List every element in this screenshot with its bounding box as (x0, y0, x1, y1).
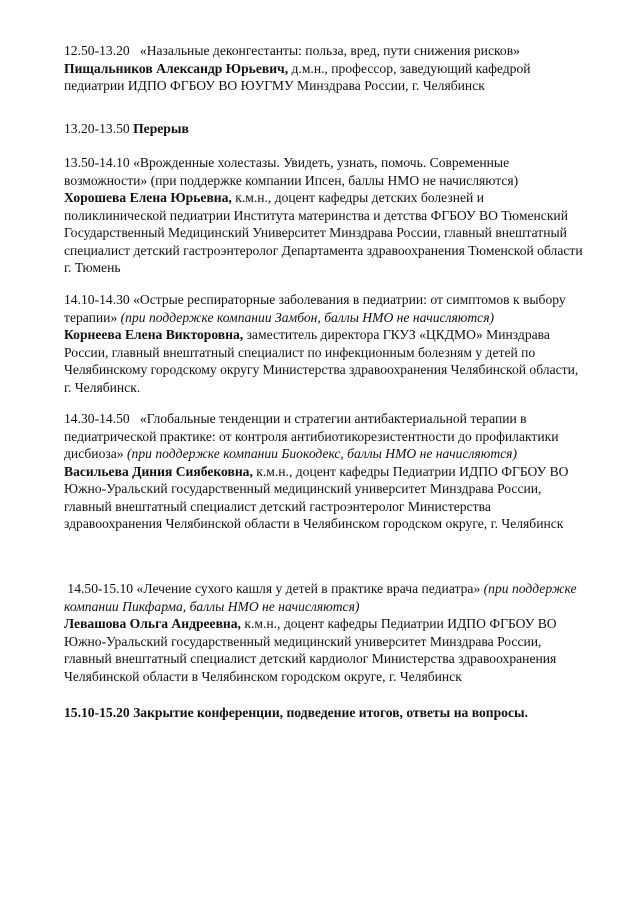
item-6-time: 14.50-15.10 (67, 581, 134, 596)
item-1-speaker-info: д.м.н., профессор, заведующий кафедрой педиатрии ИДПО ФГБОУ ВО ЮУГМУ Минздрава России, г. Челябинск (64, 60, 531, 93)
item-6-speaker-info: к.м.н., доцент кафедры Педиатрии ИДПО ФГБОУ ВО Южно-Уральский государственный медицинский университет Минздрава России, главный внештатный специалист детский кардиолог Министерства здравоохранения Челябинской области в Челябинском городском округе, г. Челябинск (64, 616, 557, 684)
item-3-title: «Врожденные холестазы. Увидеть, узнать, помочь. Современные возможности» (при поддержке компании Ипсен, баллы НМО не начисляются) (64, 155, 519, 188)
item-6-note: (при поддержке компании Пикфарма, баллы НМО не начисляются) (64, 581, 577, 614)
item-4-time: 14.10-14.30 (64, 292, 130, 307)
program-item-6 (64, 580, 584, 685)
item-1-speaker: Пищальников Александр Юрьевич, (64, 60, 289, 76)
item-6-title: «Лечение сухого кашля у детей в практике врача педиатра» (136, 581, 481, 596)
item-2-title: Перерыв (133, 121, 189, 136)
item-2-heading (64, 120, 584, 138)
item-3-speaker: Хорошева Елена Юрьевна, (64, 190, 232, 205)
item-7-closing: 15.10-15.20 Закрытие конференции, подведение итогов, ответы на вопросы. (64, 705, 528, 720)
item-1-speaker-block (64, 60, 584, 95)
item-1-title: «Назальные деконгестанты: польза, вред, пути снижения рисков» (139, 43, 520, 58)
item-5-note: (при поддержке компании Биокодекс, баллы НМО не начисляются) (127, 446, 518, 461)
item-3-time: 13.50-14.10 (64, 155, 130, 170)
program-item-4 (64, 291, 584, 396)
item-5-title: «Глобальные тенденции и стратегии антибактериальной терапии в педиатрической практике: от контроля антибиотикорезистентности до профилактики дисбиоза» (64, 411, 559, 461)
item-5-speaker-block (64, 463, 584, 533)
item-4-title: «Острые респираторные заболевания в педиатрии: от симптомов к выбору терапии» (64, 292, 566, 325)
program-item-2 (64, 120, 584, 138)
item-5-heading (64, 410, 584, 463)
item-3-speaker-info: к.м.н., доцент кафедры детских болезней и поликлинической педиатрии Института материнства и детства ФГБОУ ВО Тюменский Государственный Медицинский Университет Минздрава России, главный внештатный специалист детский гастроэнтеролог Департамента здравоохранения Тюменской области г. Тюмень (64, 190, 583, 275)
item-4-speaker-info: заместитель директора ГКУЗ «ЦКДМО» Минздрава России, главный внештатный специалист по инфекционным болезням у детей по Челябинскому городскому округу Министерства здравоохранения Челябинской области, г. Челябинск. (64, 327, 579, 395)
item-5-speaker: Васильева Диния Сиябековна, (64, 463, 253, 479)
item-5-speaker-info: к.м.н., доцент кафедры Педиатрии ИДПО ФГБОУ ВО Южно-Уральский государственный медицинский университет Минздрава России, главный внештатный специалист детский гастроэнтеролог Министерства здравоохранения Челябинской области в Челябинском городском округе, г. Челябинск (64, 463, 569, 531)
item-3-heading (64, 154, 584, 189)
item-4-note: (при поддержке компании Замбон, баллы НМО не начисляются) (120, 309, 495, 325)
item-6-heading (64, 580, 584, 615)
program-item-5 (64, 410, 584, 533)
item-3-speaker-block (64, 189, 584, 277)
program-item-1 (64, 42, 584, 95)
program-item-7 (64, 704, 584, 722)
item-6-speaker-block (64, 615, 584, 685)
item-2-time: 13.20-13.50 (64, 121, 130, 136)
item-1-heading (64, 42, 584, 60)
item-4-heading (64, 291, 584, 326)
item-5-time: 14.30-14.50 (64, 411, 130, 426)
item-4-speaker: Корнеева Елена Викторовна, (64, 327, 244, 342)
item-1-time: 12.50-13.20 (64, 43, 130, 58)
item-4-speaker-block (64, 326, 584, 396)
item-6-speaker: Левашова Ольга Андреевна, (64, 616, 241, 631)
program-item-3 (64, 154, 584, 277)
